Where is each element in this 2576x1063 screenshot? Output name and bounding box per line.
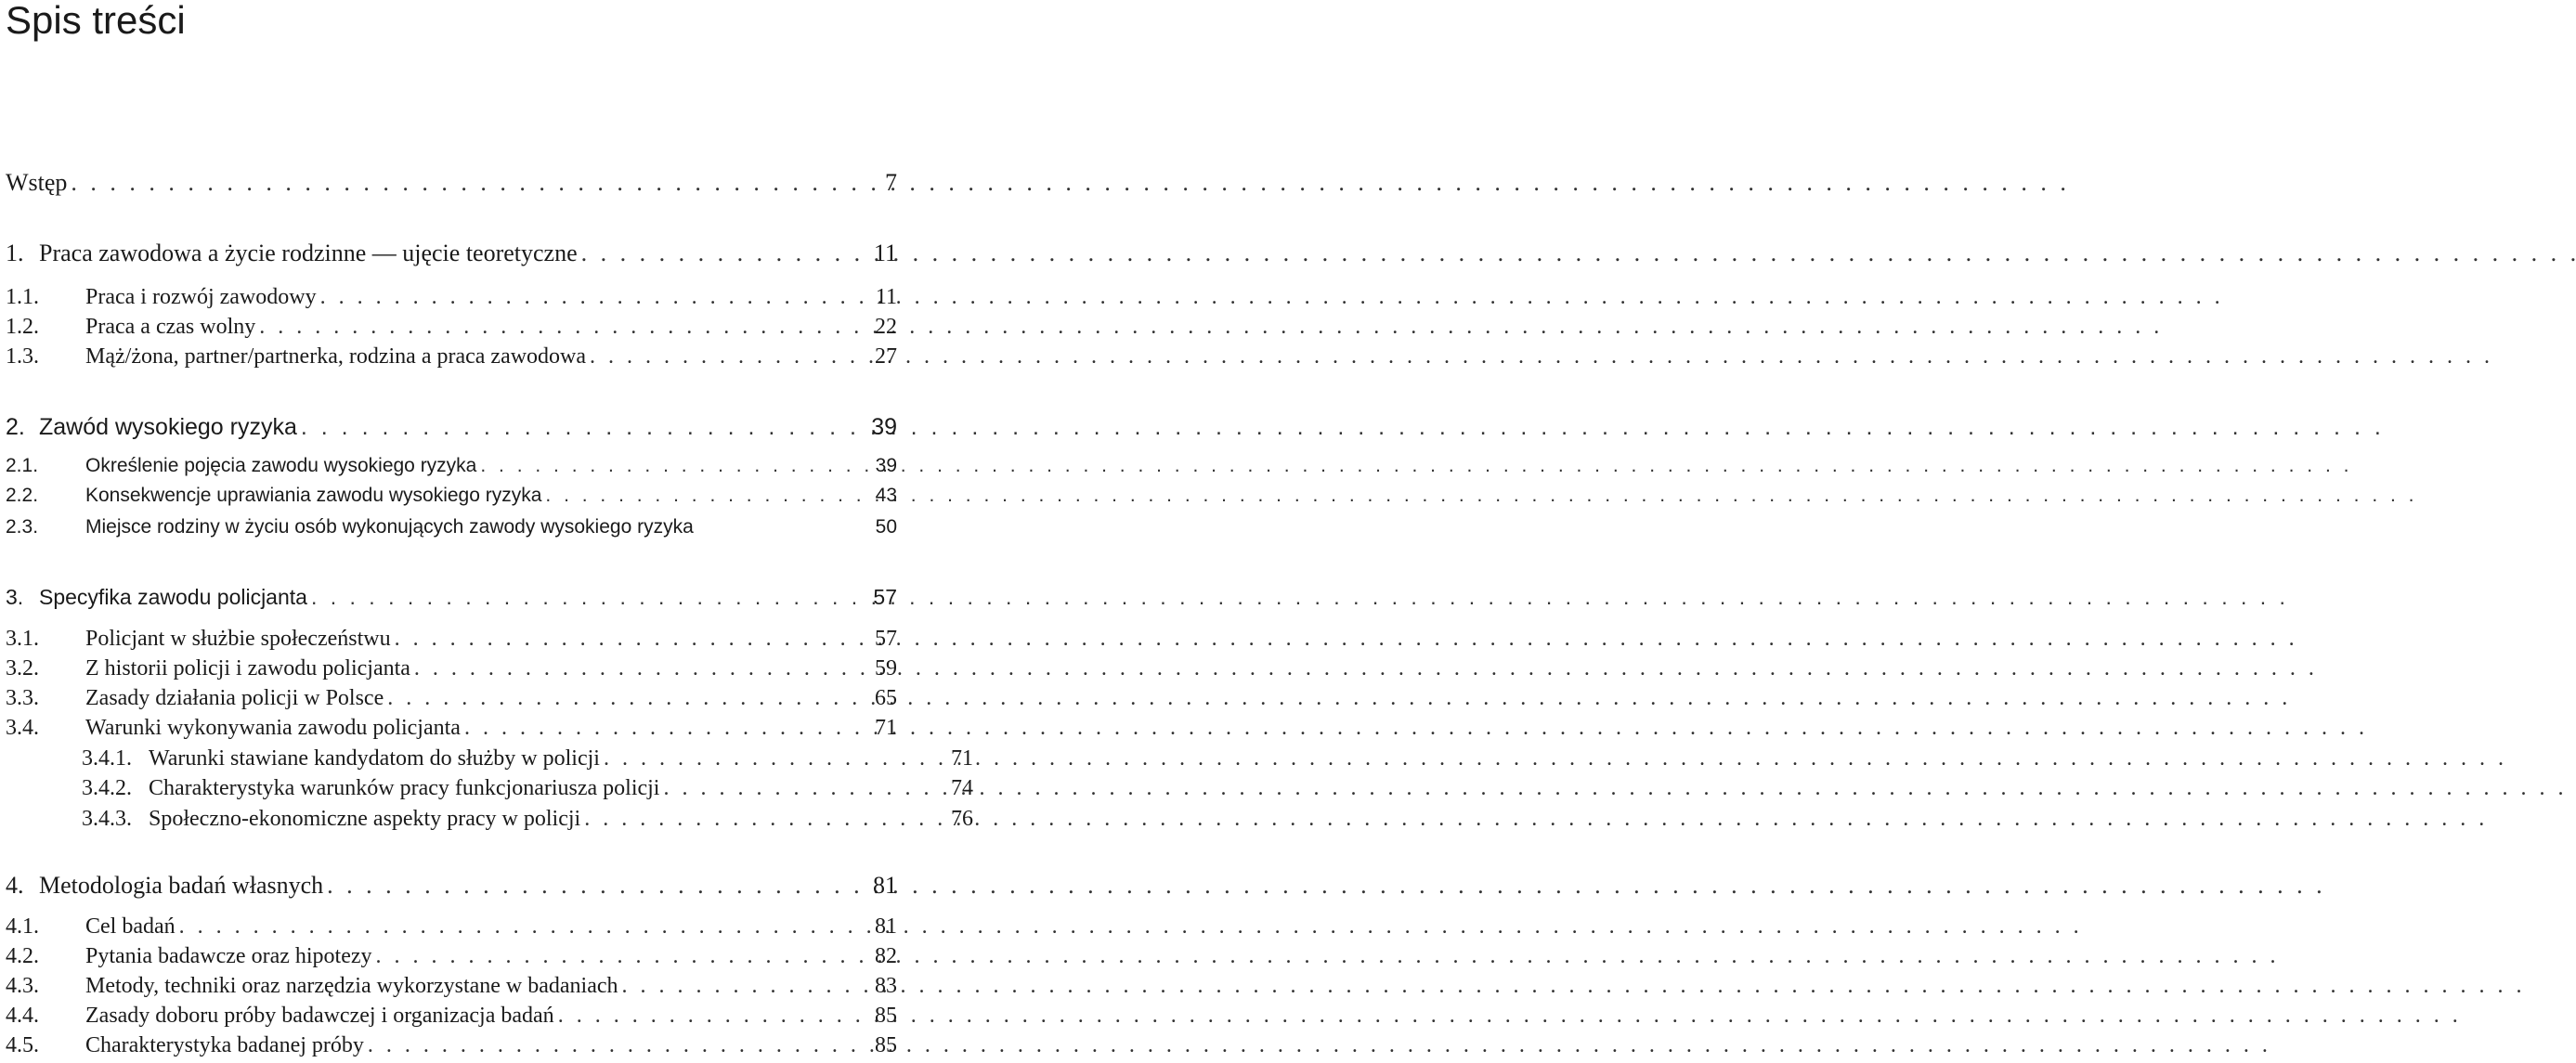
toc-entry-number: 4.5. [6, 1033, 39, 1057]
toc-entry-title: Wstęp [6, 167, 71, 199]
toc-entry-title: Praca zawodowa a życie rodzinne — ujęcie teoretyczne [39, 238, 581, 269]
toc-entry-number: 4. [6, 872, 24, 899]
toc-entry-title: Warunki stawiane kandydatom do służby w policji [149, 743, 604, 774]
toc-entry-title: Praca i rozwój zawodowy [85, 281, 320, 313]
toc-entry-page: 71 [875, 716, 897, 740]
toc-entry-number: 3.3. [6, 686, 39, 710]
toc-entry-number: 3.4.2. [82, 776, 132, 800]
toc-dot-leader [320, 281, 849, 313]
toc-entry-section-3-4-3[interactable] [0, 803, 973, 835]
toc-entry-section-3-4-2[interactable] [0, 772, 973, 804]
toc-entry-title: Zasady działania policji w Polsce [85, 682, 387, 714]
toc-entry-number: 3.4.3. [82, 807, 132, 831]
toc-entry-section-1-3[interactable] [0, 341, 897, 372]
toc-entry-number: 1.3. [6, 344, 39, 369]
toc-entry-chapter-1[interactable] [0, 238, 897, 269]
toc-entry-page: 59 [875, 656, 897, 681]
toc-entry-number: 4.2. [6, 944, 39, 968]
toc-dot-leader [622, 970, 849, 1002]
toc-entry-title: Konsekwencje uprawiania zawodu wysokiego ryzyka [85, 480, 545, 512]
toc-entry-chapter-4[interactable] [0, 870, 897, 901]
toc-entry-page: 11 [873, 240, 897, 266]
toc-dot-leader [464, 712, 849, 744]
table-of-contents [0, 0, 973, 1063]
toc-entry-page: 85 [875, 1004, 897, 1028]
toc-entry-title: Metody, techniki oraz narzędzia wykorzystane w badaniach [85, 970, 622, 1002]
toc-dot-leader [368, 1030, 849, 1061]
toc-entry-section-4-1[interactable] [0, 911, 897, 942]
toc-dot-leader [259, 311, 849, 343]
toc-entry-page: 81 [875, 914, 897, 939]
toc-entry-title: Określenie pojęcia zawodu wysokiego ryzyka [85, 450, 480, 482]
toc-dot-leader [480, 450, 849, 482]
toc-dot-leader [584, 803, 925, 835]
toc-entry-number: 1.2. [6, 315, 39, 339]
toc-entry-number: 2.1. [6, 455, 39, 476]
toc-entry-number: 1.1. [6, 285, 39, 309]
toc-entry-introduction[interactable] [0, 167, 897, 199]
toc-entry-section-1-2[interactable] [0, 311, 897, 343]
toc-entry-title: Praca a czas wolny [85, 311, 259, 343]
toc-entry-title: Z historii policji i zawodu policjanta [85, 653, 414, 684]
toc-entry-title: Mąż/żona, partner/partnerka, rodzina a praca zawodowa [85, 341, 590, 372]
toc-entry-page: 57 [875, 627, 897, 651]
toc-dot-leader [327, 870, 849, 901]
toc-entry-section-4-2[interactable] [0, 940, 897, 972]
toc-entry-section-4-4[interactable] [0, 1000, 897, 1031]
toc-entry-number: 4.3. [6, 974, 39, 998]
toc-dot-leader [558, 1000, 849, 1031]
toc-entry-page: 27 [875, 344, 897, 369]
toc-entry-chapter-2[interactable] [0, 411, 897, 443]
toc-entry-number: 3.2. [6, 656, 39, 681]
toc-entry-section-4-5[interactable] [0, 1030, 897, 1061]
toc-entry-page: 65 [875, 686, 897, 710]
toc-entry-page: 57 [873, 585, 897, 609]
toc-entry-page: 39 [871, 414, 897, 440]
toc-entry-title: Charakterystyka badanej próby [85, 1030, 368, 1061]
toc-entry-section-3-1[interactable] [0, 623, 897, 655]
toc-entry-title: Miejsce rodziny w życiu osób wykonujących zawody wysokiego ryzyka [85, 512, 697, 543]
page-title: Spis treści [6, 0, 186, 42]
toc-entry-title: Specyfika zawodu policjanta [39, 581, 311, 613]
toc-dot-leader [395, 623, 849, 655]
toc-dot-leader [376, 940, 849, 972]
toc-entry-number: 3.4. [6, 716, 39, 740]
toc-dot-leader [590, 341, 849, 372]
toc-entry-page: 74 [951, 776, 973, 800]
toc-entry-title: Policjant w służbie społeczeństwu [85, 623, 395, 655]
toc-entry-number: 3.4.1. [82, 746, 132, 771]
toc-entry-page: 81 [873, 872, 897, 899]
toc-entry-number: 4.1. [6, 914, 39, 939]
toc-entry-title: Cel badań [85, 911, 179, 942]
toc-entry-page: 39 [875, 455, 897, 476]
toc-entry-number: 3.1. [6, 627, 39, 651]
toc-entry-page: 71 [951, 746, 973, 771]
toc-entry-section-4-3[interactable] [0, 970, 897, 1002]
toc-entry-title: Pytania badawcze oraz hipotezy [85, 940, 376, 972]
toc-entry-page: 7 [885, 169, 897, 196]
toc-entry-number: 4.4. [6, 1004, 39, 1028]
toc-entry-title: Zawód wysokiego ryzyka [39, 411, 301, 443]
toc-entry-page: 22 [875, 315, 897, 339]
toc-entry-section-3-2[interactable] [0, 653, 897, 684]
toc-entry-page: 11 [875, 285, 897, 309]
toc-dot-leader [604, 743, 925, 774]
toc-dot-leader [581, 238, 849, 269]
toc-entry-title: Społeczno-ekonomiczne aspekty pracy w policji [149, 803, 584, 835]
toc-dot-leader [71, 167, 849, 199]
toc-dot-leader [663, 772, 925, 804]
toc-entry-section-3-3[interactable] [0, 682, 897, 714]
toc-entry-number: 2.2. [6, 485, 39, 506]
toc-entry-number: 2. [6, 414, 25, 440]
toc-dot-leader [414, 653, 849, 684]
toc-entry-page: 83 [875, 974, 897, 998]
toc-entry-page: 76 [951, 807, 973, 831]
toc-entry-section-1-1[interactable] [0, 281, 897, 313]
toc-entry-section-3-4[interactable] [0, 712, 897, 744]
toc-entry-section-2-2[interactable] [0, 480, 897, 512]
toc-entry-title: Metodologia badań własnych [39, 870, 327, 901]
toc-dot-leader [311, 581, 849, 613]
toc-entry-title: Charakterystyka warunków pracy funkcjonariusza policji [149, 772, 663, 804]
toc-entry-chapter-3[interactable] [0, 581, 897, 613]
toc-dot-leader [545, 480, 849, 512]
toc-entry-title: Zasady doboru próby badawczej i organizacja badań [85, 1000, 558, 1031]
toc-entry-number: 1. [6, 240, 24, 266]
toc-dot-leader [387, 682, 849, 714]
toc-entry-section-3-4-1[interactable] [0, 743, 973, 774]
toc-entry-section-2-1[interactable] [0, 450, 897, 482]
toc-entry-page: 85 [875, 1033, 897, 1057]
toc-entry-number: 2.3. [6, 516, 39, 538]
toc-entry-section-2-3[interactable] [0, 512, 897, 543]
toc-entry-page: 43 [875, 485, 897, 506]
toc-entry-page: 82 [875, 944, 897, 968]
toc-dot-leader [179, 911, 849, 942]
toc-entry-page: 50 [875, 516, 897, 538]
toc-entry-number: 3. [6, 585, 24, 609]
toc-entry-title: Warunki wykonywania zawodu policjanta [85, 712, 464, 744]
toc-dot-leader [301, 411, 849, 443]
